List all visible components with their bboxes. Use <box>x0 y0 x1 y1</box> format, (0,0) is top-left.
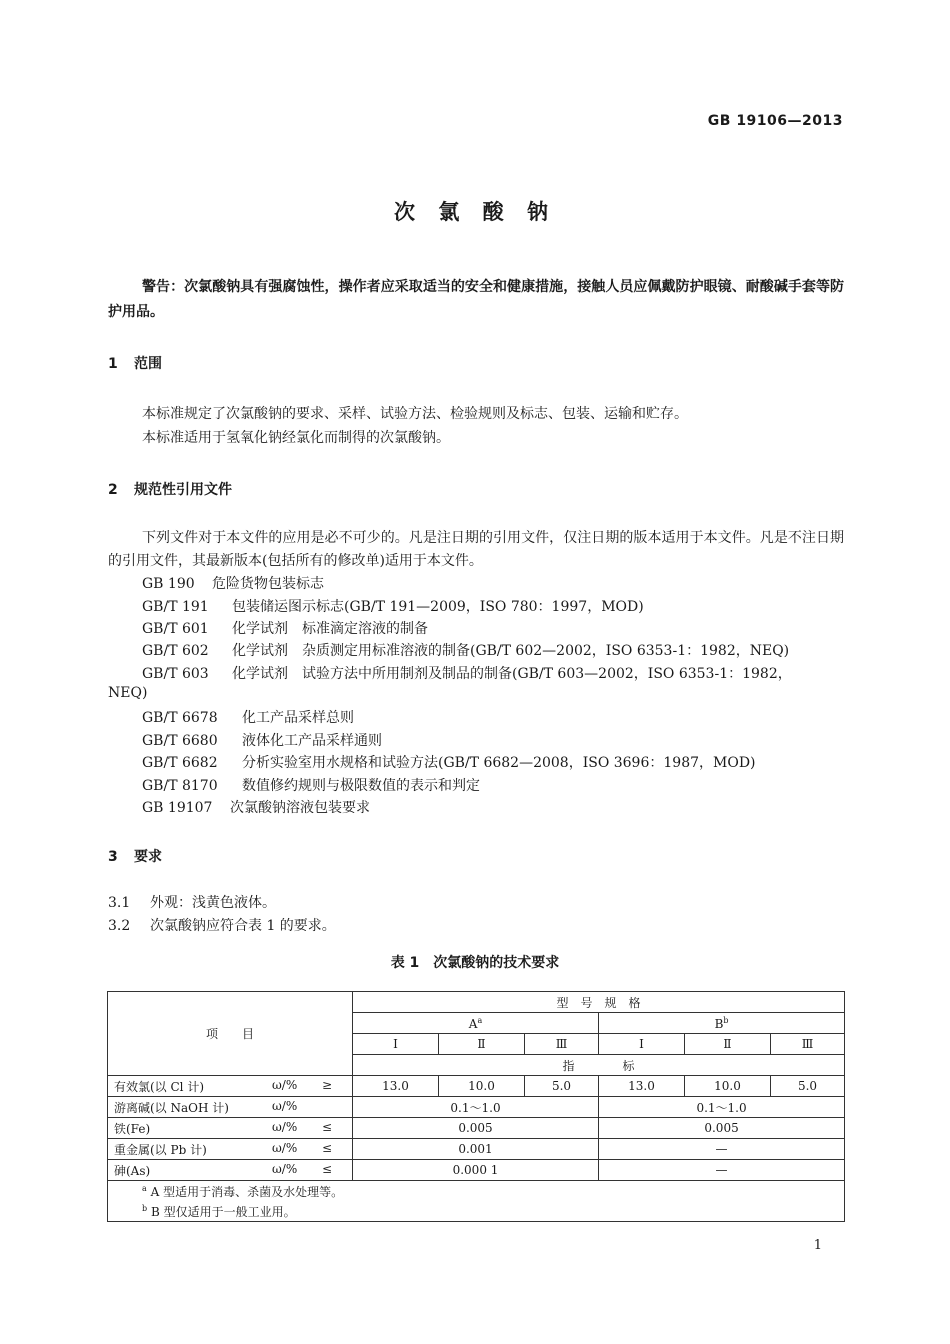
item-unit: ω/% <box>272 1119 298 1134</box>
item-header: 项 目 <box>108 992 353 1076</box>
value-cell: 0.1～1.0 <box>599 1097 845 1118</box>
grade-header: Ⅲ <box>525 1034 599 1055</box>
reference-item <box>142 663 792 683</box>
page-number: 1 <box>813 1238 822 1253</box>
value-cell: 5.0 <box>525 1076 599 1097</box>
item-operator: ≤ <box>322 1119 333 1134</box>
warning-paragraph: 警告：次氯酸钠具有强腐蚀性，操作者应采取适当的安全和健康措施，接触人员应佩戴防护眼镜、耐酸碱手套等防护用品。 <box>108 279 844 320</box>
paragraph: 本标准规定了次氯酸钠的要求、采样、试验方法、检验规则及标志、包装、运输和贮存。 <box>142 406 688 422</box>
item-name: 有效氯(以 Cl 计) <box>114 1079 205 1094</box>
type-b-header: $B^b$ <box>599 1013 845 1034</box>
grade-header: Ⅱ <box>439 1034 525 1055</box>
value-cell: 5.0 <box>771 1076 845 1097</box>
item-unit: ω/% <box>272 1077 298 1092</box>
section-3-heading <box>108 846 162 866</box>
item-operator: ≤ <box>322 1161 333 1176</box>
item-operator: ≥ <box>322 1077 333 1092</box>
reference-title: 次氯酸钠溶液包装要求 <box>230 800 370 816</box>
paragraph: 本标准适用于氢氧化钠经氯化而制得的次氯酸钠。 <box>142 430 450 446</box>
reference-item <box>142 618 428 638</box>
reference-title: 分析实验室用水规格和试验方法(GB/T 6682—2008，ISO 3696：1987，MOD) <box>242 755 756 771</box>
reference-title: 化学试剂 标准滴定溶液的制备 <box>232 621 428 637</box>
reference-title: 化学试剂 杂质测定用标准溶液的制备(GB/T 602—2002，ISO 6353-1：1982，NEQ) <box>232 643 790 659</box>
table-row <box>108 1160 845 1181</box>
reference-continuation: NEQ) <box>108 685 148 701</box>
item-unit: ω/% <box>272 1161 298 1176</box>
section-title: 范围 <box>134 356 162 372</box>
type-spec-header: 型 号 规 格 <box>353 992 845 1013</box>
table-row <box>108 1076 845 1097</box>
reference-item <box>142 707 354 727</box>
item-unit: ω/% <box>272 1140 298 1155</box>
reference-code: GB/T 191 <box>142 599 209 615</box>
grade-header: Ⅲ <box>771 1034 845 1055</box>
clause-3-1 <box>108 892 276 912</box>
document-title: 次 氯 酸 钠 <box>394 200 556 224</box>
value-cell: 0.005 <box>353 1118 599 1139</box>
reference-item <box>142 640 789 660</box>
value-cell: — <box>599 1139 845 1160</box>
type-a-header: $A^a$ <box>353 1013 599 1034</box>
grade-header: Ⅱ <box>685 1034 771 1055</box>
clause-text: 外观：浅黄色液体。 <box>150 895 276 911</box>
section-number: 1 <box>108 356 118 372</box>
value-cell: 0.1～1.0 <box>353 1097 599 1118</box>
section-number: 3 <box>108 849 118 865</box>
value-cell: 10.0 <box>439 1076 525 1097</box>
value-cell: 0.001 <box>353 1139 599 1160</box>
item-name: 砷(As) <box>114 1163 151 1178</box>
reference-code: GB/T 602 <box>142 643 209 659</box>
reference-item <box>142 730 382 750</box>
reference-code: GB 190 <box>142 576 195 592</box>
reference-title: 包装储运图示标志(GB/T 191—2009，ISO 780：1997，MOD) <box>232 599 644 615</box>
section-1-heading <box>108 353 162 373</box>
reference-code: GB/T 603 <box>142 666 209 682</box>
table-footnote: $^b$ B 型仅适用于一般工业用。 <box>108 1201 845 1222</box>
item-operator <box>322 1099 346 1116</box>
value-cell: — <box>599 1160 845 1181</box>
clause-3-2 <box>108 915 336 935</box>
item-name: 重金属(以 Pb 计) <box>114 1142 207 1157</box>
reference-item <box>142 596 644 616</box>
section-title: 要求 <box>134 849 162 865</box>
clause-number: 3.1 <box>108 895 131 911</box>
table-caption: 表 1 次氯酸钠的技术要求 <box>390 955 560 971</box>
reference-code: GB/T 6680 <box>142 733 218 749</box>
reference-title: 危险货物包装标志 <box>212 576 324 592</box>
reference-code: GB/T 6682 <box>142 755 218 771</box>
section-title: 规范性引用文件 <box>134 482 232 498</box>
index-header: 指 标 <box>353 1055 845 1076</box>
table-row <box>108 1139 845 1160</box>
clause-text: 次氯酸钠应符合表 1 的要求。 <box>150 918 336 934</box>
requirements-table <box>107 991 845 1222</box>
reference-code: GB/T 6678 <box>142 710 218 726</box>
reference-title: 数值修约规则与极限数值的表示和判定 <box>242 778 480 794</box>
item-operator: ≤ <box>322 1140 333 1155</box>
reference-item <box>142 775 480 795</box>
item-name: 铁(Fe) <box>114 1121 151 1136</box>
reference-code: GB/T 8170 <box>142 778 218 794</box>
reference-code: GB 19107 <box>142 800 213 816</box>
grade-header: Ⅰ <box>353 1034 439 1055</box>
reference-item <box>142 797 370 817</box>
reference-item <box>142 573 324 593</box>
value-cell: 0.005 <box>599 1118 845 1139</box>
grade-header: Ⅰ <box>599 1034 685 1055</box>
value-cell: 13.0 <box>599 1076 685 1097</box>
reference-code: GB/T 601 <box>142 621 209 637</box>
item-unit: ω/% <box>272 1098 298 1113</box>
clause-number: 3.2 <box>108 918 131 934</box>
reference-item <box>142 752 756 772</box>
section-2-heading <box>108 479 232 499</box>
standard-number: GB 19106—2013 <box>707 113 843 129</box>
table-row <box>108 1097 845 1118</box>
paragraph: 下列文件对于本文件的应用是必不可少的。凡是注日期的引用文件，仅注日期的版本适用于本文件。凡是不注日期的引用文件，其最新版本(包括所有的修改单)适用于本文件。 <box>108 530 844 569</box>
reference-title: 化学试剂 试验方法中所用制剂及制品的制备(GB/T 603—2002，ISO 6353-1：1982， <box>232 666 792 682</box>
section-number: 2 <box>108 482 118 498</box>
reference-title: 化工产品采样总则 <box>242 710 354 726</box>
item-name: 游离碱(以 NaOH 计) <box>114 1100 229 1115</box>
table-footnote: $^a$ A 型适用于消毒、杀菌及水处理等。 <box>108 1181 845 1202</box>
table-row <box>108 1118 845 1139</box>
value-cell: 10.0 <box>685 1076 771 1097</box>
reference-title: 液体化工产品采样通则 <box>242 733 382 749</box>
value-cell: 13.0 <box>353 1076 439 1097</box>
value-cell: 0.000 1 <box>353 1160 599 1181</box>
